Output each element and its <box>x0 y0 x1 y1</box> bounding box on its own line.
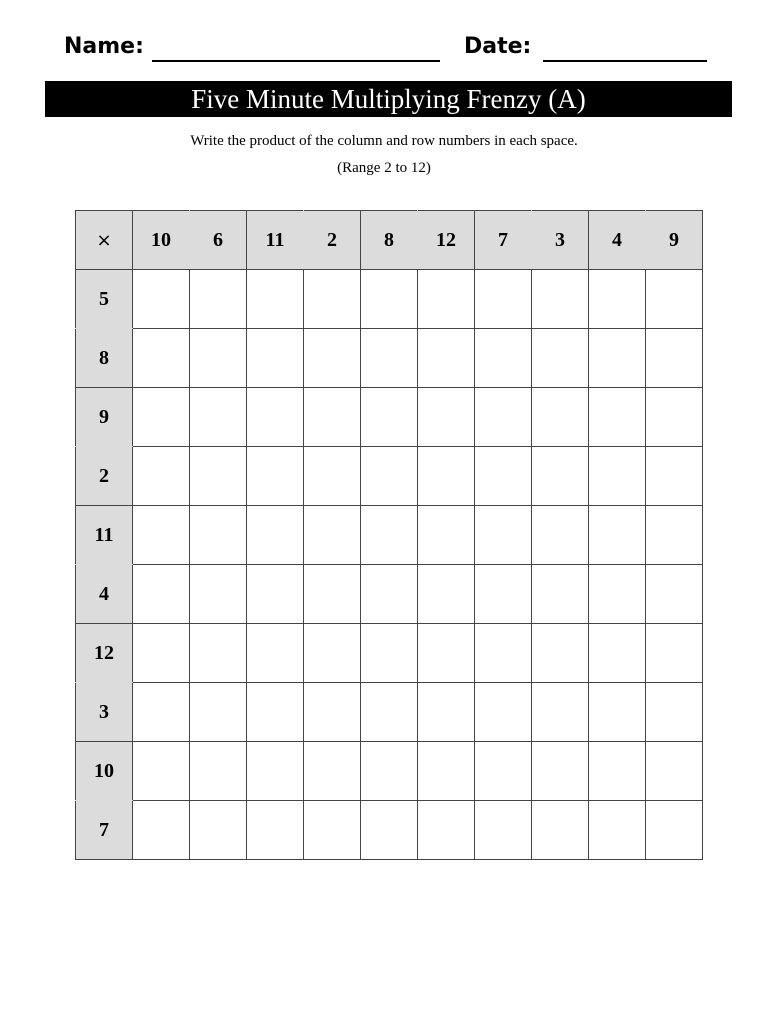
column-number: 9 <box>646 211 703 270</box>
column-number: 10 <box>133 211 190 270</box>
column-number: 8 <box>361 211 418 270</box>
answer-cell[interactable] <box>361 742 418 801</box>
answer-cell[interactable] <box>532 565 589 624</box>
answer-cell[interactable] <box>532 624 589 683</box>
column-number: 6 <box>190 211 247 270</box>
answer-cell[interactable] <box>418 388 475 447</box>
answer-cell[interactable] <box>418 801 475 860</box>
date-field[interactable] <box>543 34 707 62</box>
answer-cell[interactable] <box>418 565 475 624</box>
answer-cell[interactable] <box>475 506 532 565</box>
answer-cell[interactable] <box>190 447 247 506</box>
answer-cell[interactable] <box>247 447 304 506</box>
answer-cell[interactable] <box>190 270 247 329</box>
answer-cell[interactable] <box>589 447 646 506</box>
answer-cell[interactable] <box>361 683 418 742</box>
answer-cell[interactable] <box>190 624 247 683</box>
answer-cell[interactable] <box>589 742 646 801</box>
answer-cell[interactable] <box>133 329 190 388</box>
answer-cell[interactable] <box>646 270 703 329</box>
answer-cell[interactable] <box>475 388 532 447</box>
column-number: 2 <box>304 211 361 270</box>
answer-cell[interactable] <box>646 683 703 742</box>
answer-cell[interactable] <box>361 506 418 565</box>
answer-cell[interactable] <box>247 801 304 860</box>
answer-cell[interactable] <box>418 270 475 329</box>
answer-cell[interactable] <box>646 565 703 624</box>
grid-row <box>76 329 703 388</box>
answer-cell[interactable] <box>247 388 304 447</box>
answer-cell[interactable] <box>589 329 646 388</box>
answer-cell[interactable] <box>190 329 247 388</box>
answer-cell[interactable] <box>418 506 475 565</box>
answer-cell[interactable] <box>646 506 703 565</box>
answer-cell[interactable] <box>361 565 418 624</box>
answer-cell[interactable] <box>361 447 418 506</box>
answer-cell[interactable] <box>133 565 190 624</box>
answer-cell[interactable] <box>133 270 190 329</box>
answer-cell[interactable] <box>532 329 589 388</box>
row-number: 9 <box>76 388 133 447</box>
row-number: 8 <box>76 329 133 388</box>
row-number: 11 <box>76 506 133 565</box>
answer-cell[interactable] <box>589 801 646 860</box>
column-number: 11 <box>247 211 304 270</box>
answer-cell[interactable] <box>532 270 589 329</box>
answer-cell[interactable] <box>418 624 475 683</box>
answer-cell[interactable] <box>304 801 361 860</box>
grid-row <box>76 270 703 329</box>
answer-cell[interactable] <box>646 329 703 388</box>
answer-cell[interactable] <box>475 270 532 329</box>
answer-cell[interactable] <box>589 388 646 447</box>
column-number: 3 <box>532 211 589 270</box>
answer-cell[interactable] <box>418 447 475 506</box>
instructions <box>0 128 768 182</box>
column-header-row <box>76 211 703 270</box>
column-number: 4 <box>589 211 646 270</box>
answer-cell[interactable] <box>304 329 361 388</box>
answer-cell[interactable] <box>133 447 190 506</box>
answer-cell[interactable] <box>532 447 589 506</box>
answer-cell[interactable] <box>133 683 190 742</box>
answer-cell[interactable] <box>589 506 646 565</box>
answer-cell[interactable] <box>247 565 304 624</box>
row-number: 3 <box>76 683 133 742</box>
column-number: 12 <box>418 211 475 270</box>
student-info-line <box>64 30 724 70</box>
answer-cell[interactable] <box>532 388 589 447</box>
answer-cell[interactable] <box>589 624 646 683</box>
grid-row <box>76 624 703 683</box>
answer-cell[interactable] <box>532 742 589 801</box>
answer-cell[interactable] <box>247 270 304 329</box>
answer-cell[interactable] <box>646 801 703 860</box>
answer-cell[interactable] <box>475 447 532 506</box>
answer-cell[interactable] <box>589 683 646 742</box>
answer-cell[interactable] <box>247 506 304 565</box>
answer-cell[interactable] <box>646 624 703 683</box>
answer-cell[interactable] <box>304 624 361 683</box>
grid-row <box>76 565 703 624</box>
answer-cell[interactable] <box>475 624 532 683</box>
answer-cell[interactable] <box>133 388 190 447</box>
date-label: Date: <box>464 34 532 59</box>
answer-cell[interactable] <box>361 624 418 683</box>
answer-cell[interactable] <box>304 565 361 624</box>
answer-cell[interactable] <box>247 683 304 742</box>
answer-cell[interactable] <box>418 742 475 801</box>
grid-row <box>76 801 703 860</box>
answer-cell[interactable] <box>418 329 475 388</box>
name-label: Name: <box>64 34 144 59</box>
answer-cell[interactable] <box>133 742 190 801</box>
answer-cell[interactable] <box>361 329 418 388</box>
row-number: 5 <box>76 270 133 329</box>
answer-cell[interactable] <box>475 742 532 801</box>
worksheet-title: Five Minute Multiplying Frenzy (A) <box>45 81 732 117</box>
answer-cell[interactable] <box>361 801 418 860</box>
answer-cell[interactable] <box>532 506 589 565</box>
answer-cell[interactable] <box>190 801 247 860</box>
column-number: 7 <box>475 211 532 270</box>
answer-cell[interactable] <box>646 388 703 447</box>
grid-row <box>76 683 703 742</box>
answer-cell[interactable] <box>532 801 589 860</box>
answer-cell[interactable] <box>190 506 247 565</box>
row-number: 7 <box>76 801 133 860</box>
answer-cell[interactable] <box>361 388 418 447</box>
multiplication-grid <box>75 210 703 860</box>
range-note: (Range 2 to 12) <box>337 160 431 176</box>
answer-cell[interactable] <box>304 270 361 329</box>
grid-row <box>76 447 703 506</box>
answer-cell[interactable] <box>475 565 532 624</box>
answer-cell[interactable] <box>190 742 247 801</box>
row-number: 2 <box>76 447 133 506</box>
row-number: 4 <box>76 565 133 624</box>
answer-cell[interactable] <box>304 742 361 801</box>
answer-cell[interactable] <box>133 506 190 565</box>
answer-cell[interactable] <box>304 683 361 742</box>
multiply-symbol: × <box>76 211 133 270</box>
answer-cell[interactable] <box>361 270 418 329</box>
row-number: 12 <box>76 624 133 683</box>
instructions-text: Write the product of the column and row numbers in each space. <box>190 133 578 149</box>
answer-cell[interactable] <box>247 624 304 683</box>
grid-row <box>76 742 703 801</box>
answer-cell[interactable] <box>532 683 589 742</box>
answer-cell[interactable] <box>418 683 475 742</box>
row-number: 10 <box>76 742 133 801</box>
answer-cell[interactable] <box>190 388 247 447</box>
answer-cell[interactable] <box>247 742 304 801</box>
answer-cell[interactable] <box>304 447 361 506</box>
answer-cell[interactable] <box>589 270 646 329</box>
answer-cell[interactable] <box>646 447 703 506</box>
answer-cell[interactable] <box>133 801 190 860</box>
answer-cell[interactable] <box>133 624 190 683</box>
grid-row <box>76 388 703 447</box>
answer-cell[interactable] <box>304 388 361 447</box>
answer-cell[interactable] <box>589 565 646 624</box>
grid-row <box>76 506 703 565</box>
answer-cell[interactable] <box>475 683 532 742</box>
name-field[interactable] <box>152 34 440 62</box>
answer-cell[interactable] <box>475 801 532 860</box>
answer-cell[interactable] <box>190 683 247 742</box>
answer-cell[interactable] <box>475 329 532 388</box>
answer-cell[interactable] <box>190 565 247 624</box>
answer-cell[interactable] <box>247 329 304 388</box>
answer-cell[interactable] <box>646 742 703 801</box>
answer-cell[interactable] <box>304 506 361 565</box>
